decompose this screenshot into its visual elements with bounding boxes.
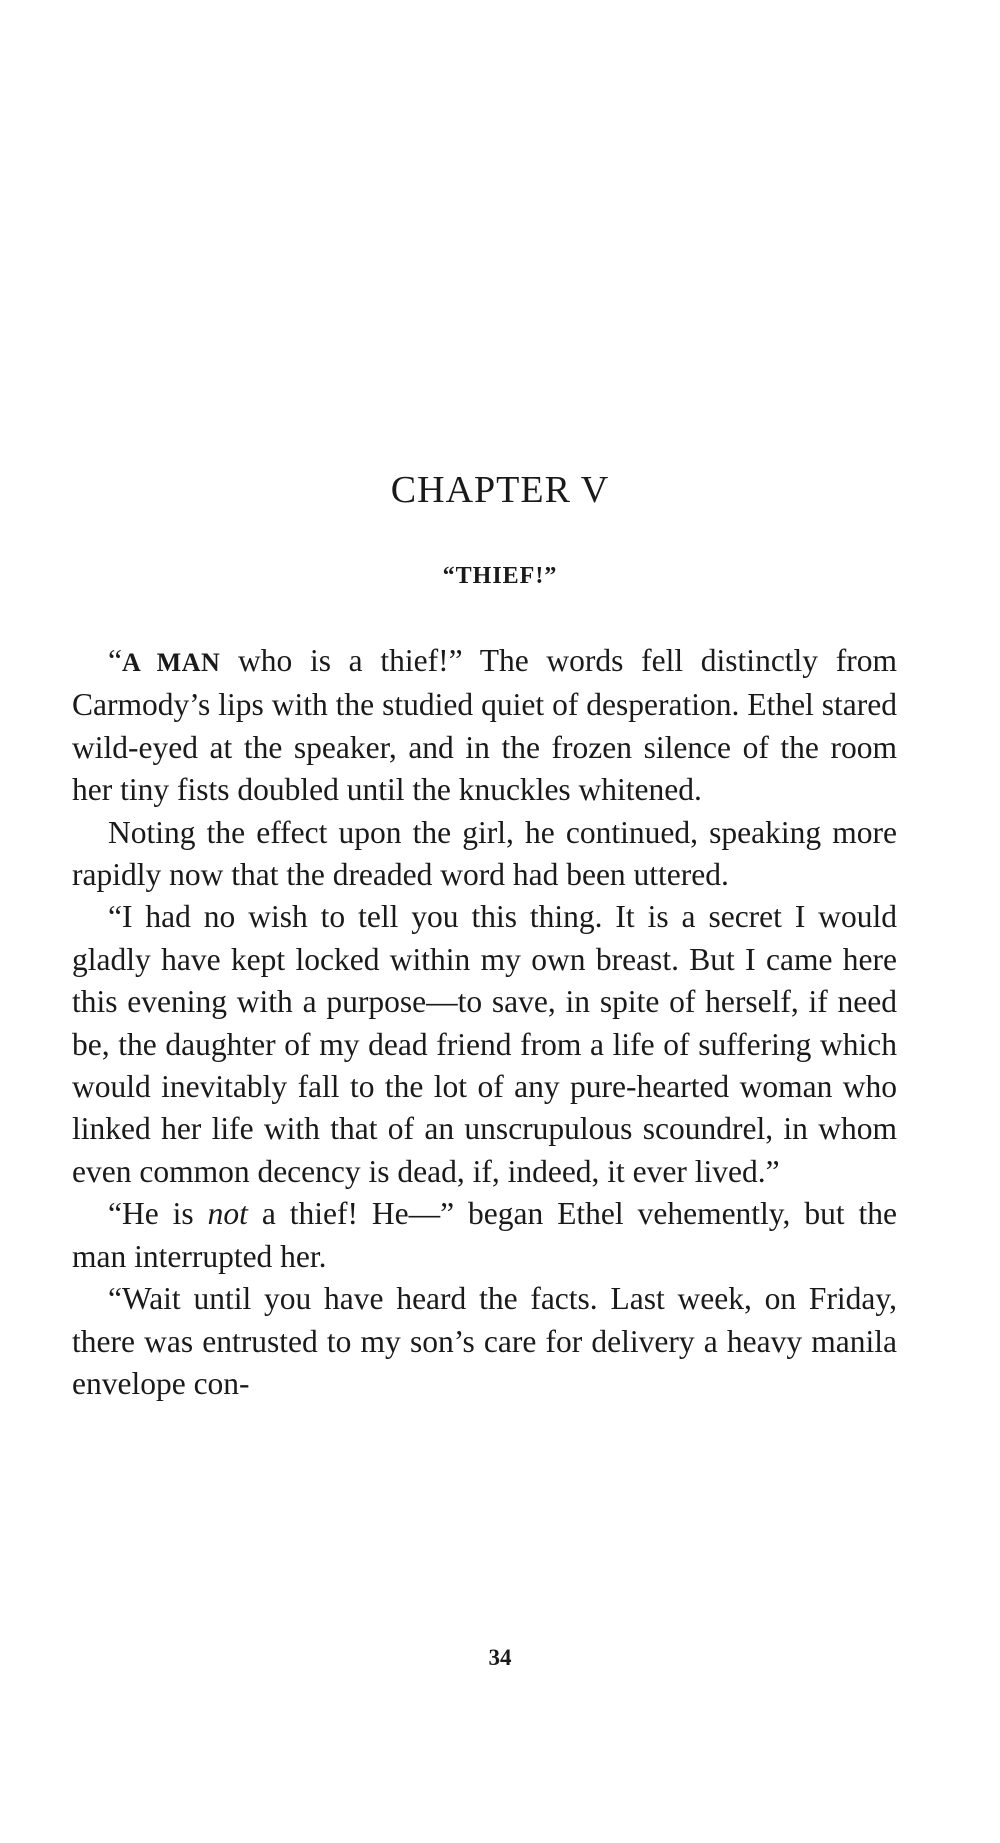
body-text (72, 640, 897, 1405)
chapter-title: “THIEF!” (442, 563, 558, 589)
chapter-heading: CHAPTER V (390, 469, 610, 511)
paragraph-4-italic: not (207, 1196, 248, 1232)
paragraph-1 (72, 640, 897, 812)
paragraph-4 (72, 1193, 897, 1278)
paragraph-3: “I had no wish to tell you this thing. It is a secret I would gladly have kept locked within my own breast. But I came here this evening with a purpose—to save, in spite of herself, if need be, the daughter of my dead friend from a life of suffering which would inevitably fall to the lot of any pure-hearted woman who linked her life with that of an unscrupulous scoundrel, in whom even common decency is dead, if, indeed, it ever lived.” (72, 899, 897, 1189)
paragraph-2: Noting the effect upon the girl, he continued, speaking more rapidly now that the dreaded word had been uttered. (72, 814, 897, 893)
opening-quote: “ (108, 643, 122, 678)
paragraph-5: “Wait until you have heard the facts. Last week, on Friday, there was entrusted to my son’s care for delivery a heavy manila envelope con- (72, 1281, 897, 1401)
page-number: 34 (488, 1645, 512, 1670)
paragraph-4-after: a thief! He—” began Ethel vehemently, but the man interrupted her. (72, 1196, 897, 1274)
opening-small-caps: A MAN (121, 648, 221, 677)
paragraph-1-text: who is a thief!” The words fell distinctly from Carmody’s lips with the studied quiet of desperation. Ethel stared wild-eyed at the speaker, and in the frozen silence of the room her tiny fists doubled until the knuckles whitened. (72, 643, 897, 808)
paragraph-4-before: “He is (108, 1196, 208, 1232)
